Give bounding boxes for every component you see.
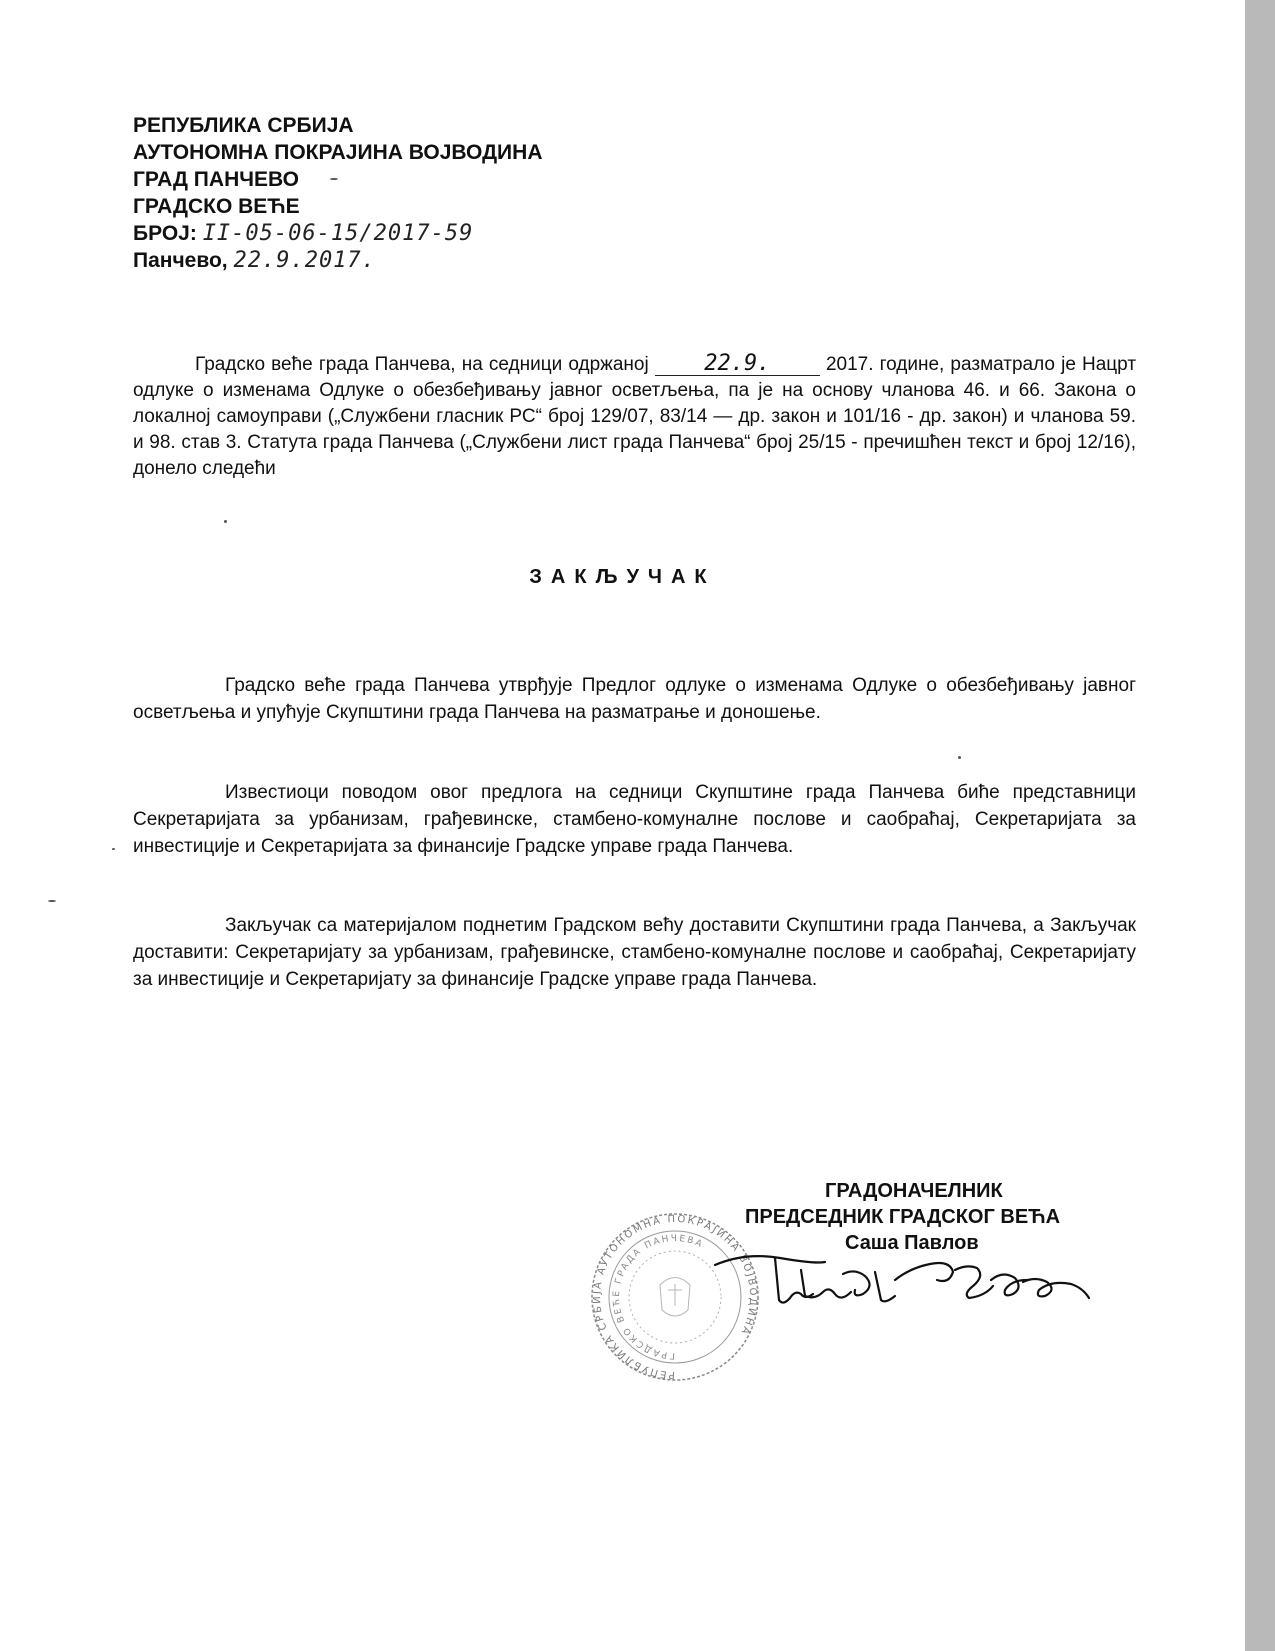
header-republic: РЕПУБЛИКА СРБИЈА bbox=[133, 114, 354, 137]
handwritten-date: 22.9.2017. bbox=[233, 248, 376, 273]
paragraph-1-text: Градско веће града Панчева утврђује Предлог одлуке о изменама Одлуке о обезбеђивању јавног осветљења и упућује Скупштини града Панчева на разматрање и доношење. bbox=[133, 675, 1136, 723]
council-president-title: ПРЕДСЕДНИК ГРАДСКОГ ВЕЋА bbox=[745, 1206, 1061, 1228]
scan-speck bbox=[330, 178, 338, 180]
header-date-row bbox=[133, 247, 542, 274]
handwritten-session-date: 22.9. bbox=[655, 353, 820, 376]
paragraph-1 bbox=[133, 672, 1136, 726]
paragraph-2-text: Известиоци поводом овог предлога на седници Скупштине града Панчева биће представници Секретаријата за урбанизам, грађевинске, стамбено-комуналне послове и саобраћај, Секретаријата за инвестиције и Секретаријата за финансије Градске управе града Панчева. bbox=[133, 782, 1136, 857]
handwritten-signature-icon bbox=[705, 1250, 1100, 1320]
paragraph-2 bbox=[133, 779, 1136, 860]
number-label: БРОЈ: bbox=[133, 222, 197, 245]
signature-block bbox=[735, 1178, 1105, 1256]
scan-speck bbox=[958, 756, 961, 759]
scan-speck bbox=[112, 848, 115, 850]
seal-inner-text: ГРАДСКО ВЕЋЕ ГРАДА ПАНЧЕВА bbox=[611, 1233, 705, 1361]
paragraph-3 bbox=[133, 912, 1136, 993]
intro-text-after-date: 2017. године, разматрало је Нацрт одлуке о изменама Одлуке о обезбеђивању јавног осветљења, па је на основу чланова 46. и 66. Закона о локалној самоуправи („Службени гласник РС“ број 129/07, 83/14 — др. закон и 101/16 - др. закон) и чланова 59. и 98. став 3. Статута града Панчева („Службени лист града Панчева“ број 25/15 - пречишћен текст и број 12/16), донело следећи bbox=[133, 354, 1137, 479]
header-province: АУТОНОМНА ПОКРАЈИНА ВОЈВОДИНА bbox=[133, 141, 543, 164]
header-city: ГРАД ПАНЧЕВО bbox=[133, 168, 299, 191]
document-title: ЗАКЉУЧАК bbox=[529, 566, 716, 588]
intro-text-before-date: Градско веће града Панчева, на седници одржаној bbox=[195, 354, 649, 375]
seal-outer-text: РЕПУБЛИКА СРБИЈА АУТОНОМНА ПОКРАЈИНА ВОЈВОДИНА bbox=[591, 1213, 759, 1381]
signatory-name: Саша Павлов bbox=[845, 1232, 979, 1254]
mayor-title: ГРАДОНАЧЕЛНИК bbox=[825, 1180, 1003, 1202]
handwritten-number: II-05-06-15/2017-59 bbox=[202, 221, 474, 246]
place-label: Панчево, bbox=[133, 249, 228, 272]
header-number-row bbox=[133, 220, 542, 247]
scan-edge-strip bbox=[1245, 0, 1275, 1651]
intro-paragraph bbox=[133, 352, 1136, 482]
paragraph-3-text: Закључак са материјалом поднетим Градском већу доставити Скупштини града Панчева, а Закључак доставити: Секретаријату за урбанизам, грађевинске, стамбено-комуналне послове и саобраћај, Секретаријату за инвестиције и Секретаријату за финансије Градске управе града Панчева. bbox=[133, 915, 1136, 990]
scan-speck bbox=[48, 900, 56, 902]
document-header bbox=[133, 112, 542, 274]
header-council: ГРАДСКО ВЕЋЕ bbox=[133, 195, 300, 218]
scan-speck bbox=[224, 520, 227, 523]
